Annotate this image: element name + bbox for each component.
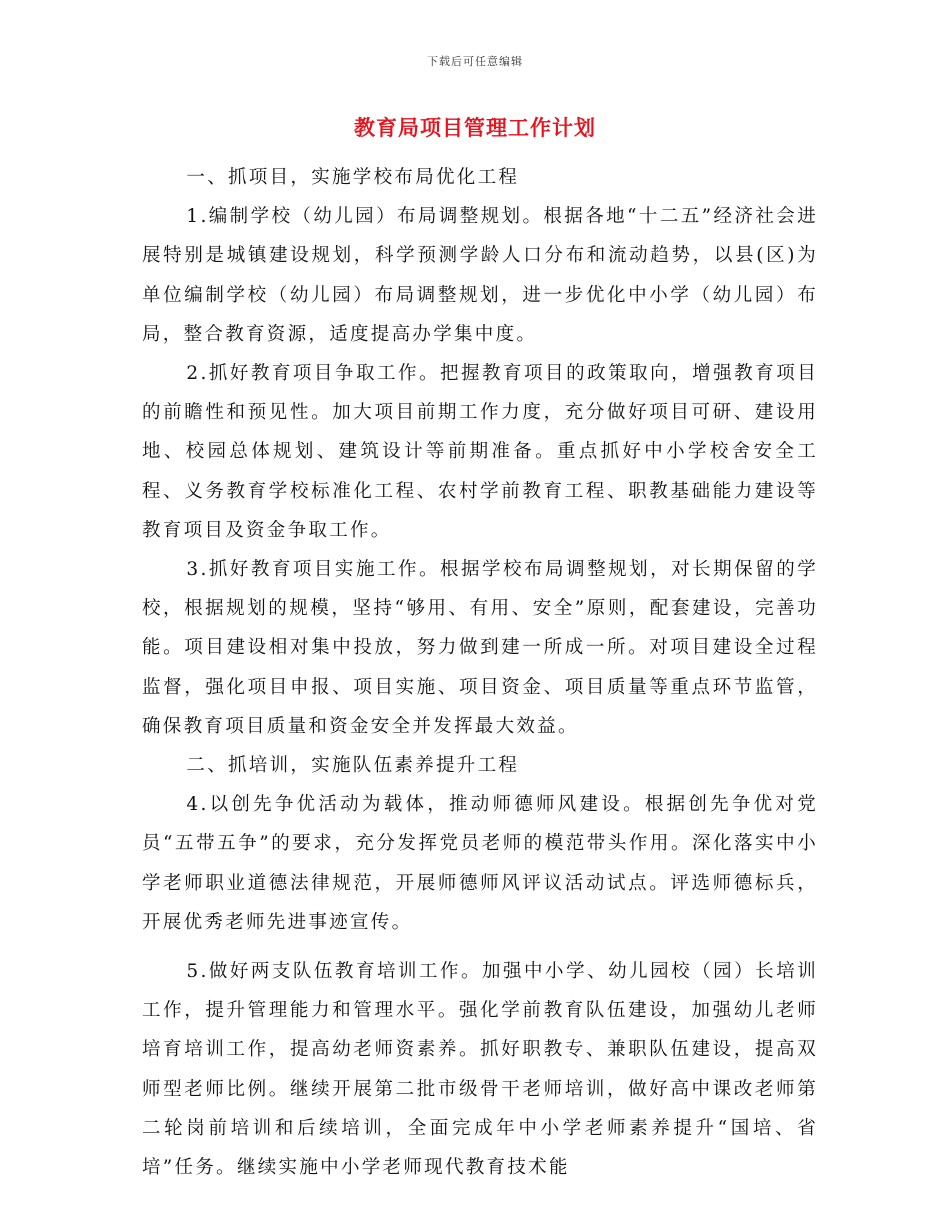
- header-note: 下载后可任意编辑: [427, 55, 523, 68]
- paragraph-5: 5.做好两支队伍教育培训工作。加强中小学、幼儿园校（园）长培训工作，提升管理能力和管理水平。强化学前教育队伍建设，加强幼儿老师培育培训工作，提高幼老师资素养。抓好职教专、兼职队伍建设，提高双师型老师比例。继续开展第二批市级骨干老师培训，做好高中课改老师第二轮岗前培训和后续培训，全面完成年中小学老师素养提升“国培、省培”任务。继续实施中小学老师现代教育技术能: [142, 961, 818, 1179]
- paragraph-4: 4.以创先争优活动为载体，推动师德师风建设。根据创先争优对党员“五带五争”的要求，充分发挥党员老师的模范带头作用。深化落实中小学老师职业道德法律规范，开展师德师风评议活动试点。评选师德标兵，开展优秀老师先进事迹宣传。: [142, 794, 818, 933]
- section-heading-1: 一、抓项目，实施学校布局优化工程: [186, 167, 520, 188]
- paragraph-3: 3.抓好教育项目实施工作。根据学校布局调整规划，对长期保留的学校，根据规划的规模，坚持“够用、有用、安全”原则，配套建设，完善功能。项目建设相对集中投放，努力做到建一所成一所。对项目建设全过程监督，强化项目申报、项目实施、项目资金、项目质量等重点环节监管，确保教育项目质量和资金安全并发挥最大效益。: [142, 559, 818, 737]
- paragraph-1: 1.编制学校（幼儿园）布局调整规划。根据各地“十二五”经济社会进展特别是城镇建设规划，科学预测学龄人口分布和流动趋势，以县(区)为单位编制学校（幼儿园）布局调整规划，进一步优化中小学（幼儿园）布局，整合教育资源，适度提高办学集中度。: [142, 206, 818, 345]
- document-body: [142, 158, 818, 1187]
- section-heading-2: 二、抓培训，实施队伍素养提升工程: [186, 755, 520, 777]
- paragraph-2: 2.抓好教育项目争取工作。把握教育项目的政策取向，增强教育项目的前瞻性和预见性。加大项目前期工作力度，充分做好项目可研、建设用地、校园总体规划、建筑设计等前期准备。重点抓好中小学校舍安全工程、义务教育学校标准化工程、农村学前教育工程、职教基础能力建设等教育项目及资金争取工作。: [142, 363, 818, 541]
- document-title: 教育局项目管理工作计划: [354, 115, 596, 140]
